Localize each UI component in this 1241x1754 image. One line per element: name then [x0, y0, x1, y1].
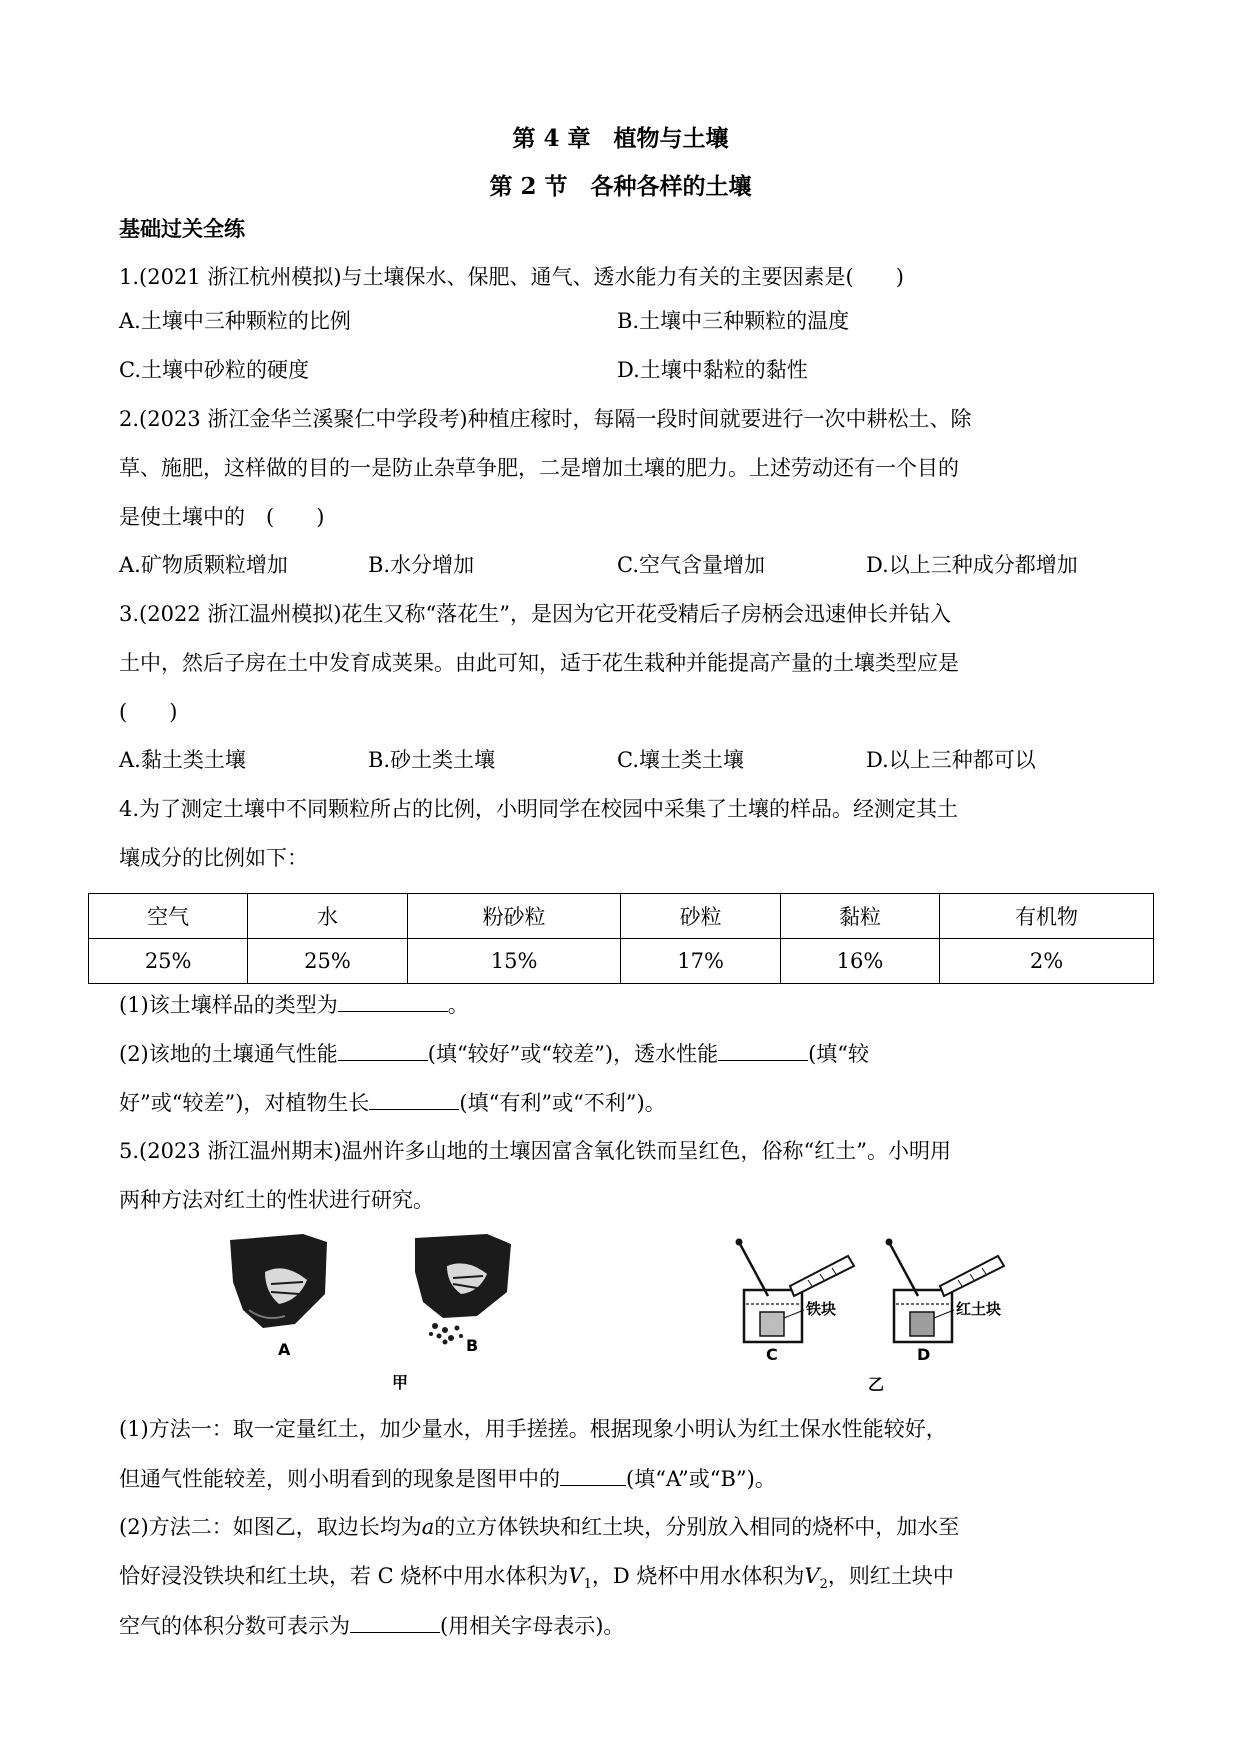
soil-crumbs: [429, 1323, 463, 1345]
figure-label-c: C: [766, 1345, 778, 1364]
q5-sub2-line2: [119, 1561, 954, 1600]
q5-sub2-line1: [119, 1512, 959, 1542]
q5-sub1-line1: (1)方法一：取一定量红土，加少量水，用手搓搓。根据现象小明认为红土保水性能较好，: [119, 1417, 947, 1441]
red-soil-block-label: 红土块: [956, 1300, 1002, 1318]
q2-option-b: B.水分增加: [368, 553, 475, 577]
q3-line1: 3.(2022 浙江温州模拟)花生又称“落花生”，是因为它开花受精后子房柄会迅速伸长并钻入: [119, 602, 952, 626]
q4-sub2-text: (填“较: [808, 1042, 870, 1066]
q3-line2: 土中，然后子房在土中发育成荚果。由此可知，适于花生栽种并能提高产量的土壤类型应是: [119, 651, 959, 675]
soil-composition-table: [88, 893, 1154, 984]
table-cell: 25%: [89, 939, 248, 984]
q5-sub1-text: (填“A”或“B”)。: [626, 1467, 776, 1491]
answer-blank[interactable]: [560, 1463, 626, 1486]
subscript-2: 2: [819, 1577, 828, 1593]
q5-sub2-text: ，则红土块中: [827, 1564, 954, 1588]
q4-sub2-text: (2)该地的土壤通气性能: [119, 1042, 338, 1066]
q2-option-a: A.矿物质颗粒增加: [119, 553, 288, 577]
q5-sub1-text: 但通气性能较差，则小明看到的现象是图甲中的: [119, 1467, 560, 1491]
hands-b-illustration: [415, 1234, 511, 1345]
q5-sub2-text: (用相关字母表示)。: [440, 1614, 625, 1638]
answer-blank[interactable]: [369, 1087, 459, 1110]
table-header-row: [89, 894, 1154, 939]
table-cell: 17%: [621, 939, 780, 984]
table-cell: 有机物: [940, 894, 1154, 939]
figure-label-d: D: [917, 1345, 931, 1364]
beaker-experiment-figure: [730, 1238, 1030, 1353]
q2-line1: 2.(2023 浙江金华兰溪聚仁中学段考)种植庄稼时，每隔一段时间就要进行一次中耕松土、除: [119, 407, 972, 431]
table-cell: 25%: [248, 939, 407, 984]
section-title: 第 2 节 各种各样的土壤: [489, 173, 752, 200]
q4-sub1-end: 。: [447, 993, 469, 1017]
hands-soil-figure: [225, 1232, 665, 1382]
answer-blank[interactable]: [338, 1038, 428, 1061]
q5-sub2-text: 空气的体积分数可表示为: [119, 1614, 350, 1638]
table-row: [89, 939, 1154, 984]
table-cell: 黏粒: [780, 894, 939, 939]
q5-sub2-text: 的立方体铁块和红土块，分别放入相同的烧杯中，加水至: [434, 1515, 960, 1539]
q3-option-a: A.黏土类土壤: [119, 748, 246, 772]
q1-stem: 1.(2021 浙江杭州模拟)与土壤保水、保肥、通气、透水能力有关的主要因素是( ): [119, 265, 904, 289]
q3-option-c: C.壤土类土壤: [617, 748, 744, 772]
variable-v1: V: [568, 1564, 584, 1588]
answer-blank[interactable]: [718, 1038, 808, 1061]
answer-blank[interactable]: [338, 989, 448, 1012]
q3-option-d: D.以上三种都可以: [866, 748, 1036, 772]
q5-sub2-text: ，D 烧杯中用水体积为: [591, 1564, 805, 1588]
practice-title: 基础过关全练: [119, 216, 245, 241]
q2-line2: 草、施肥，这样做的目的一是防止杂草争肥，二是增加土壤的肥力。上述劳动还有一个目的: [119, 456, 959, 480]
q1-option-c: C.土壤中砂粒的硬度: [119, 358, 309, 382]
answer-blank[interactable]: [350, 1610, 440, 1633]
q4-sub1: [119, 989, 469, 1020]
beaker-d-illustration: [886, 1239, 1005, 1343]
q4-sub2-text: 好”或“较差”)，对植物生长: [119, 1091, 370, 1115]
table-cell: 2%: [940, 939, 1154, 984]
q5-sub1-line2: [119, 1463, 776, 1494]
q5-line1: 5.(2023 浙江温州期末)温州许多山地的土壤因富含氧化铁而呈红色，俗称“红土”。小明用: [119, 1139, 952, 1163]
chapter-title: 第 4 章 植物与土壤: [512, 125, 729, 152]
q2-option-c: C.空气含量增加: [617, 553, 765, 577]
figure-caption-yi: 乙: [868, 1375, 885, 1394]
q1-option-a: A.土壤中三种颗粒的比例: [119, 309, 351, 333]
subscript-1: 1: [583, 1577, 592, 1593]
q5-sub2-text: 恰好浸没铁块和红土块，若 C 烧杯中用水体积为: [119, 1564, 569, 1588]
q3-option-b: B.砂土类土壤: [368, 748, 496, 772]
q5-sub2-text: (2)方法二：如图乙，取边长均为: [119, 1515, 422, 1539]
q4-line1: 4.为了测定土壤中不同颗粒所占的比例，小明同学在校园中采集了土壤的样品。经测定其土: [119, 797, 959, 821]
q4-sub2-line2: [119, 1087, 666, 1118]
figure-label-a: A: [278, 1340, 291, 1359]
table-cell: 15%: [407, 939, 621, 984]
q5-sub2-line3: [119, 1610, 624, 1641]
q2-option-d: D.以上三种成分都增加: [866, 553, 1078, 577]
q4-sub2-line1: [119, 1038, 869, 1069]
q2-line3: 是使土壤中的 ( ): [119, 505, 325, 529]
iron-block-label: 铁块: [806, 1300, 837, 1318]
table-cell: 空气: [89, 894, 248, 939]
q4-sub2-text: (填“较好”或“较差”)，透水性能: [427, 1042, 719, 1066]
variable-a: a: [421, 1515, 435, 1539]
q4-sub1-text: (1)该土壤样品的类型为: [119, 993, 338, 1017]
q4-sub2-text: (填“有利”或“不利”)。: [459, 1091, 666, 1115]
q1-option-d: D.土壤中黏粒的黏性: [617, 358, 808, 382]
table-cell: 16%: [780, 939, 939, 984]
beaker-c-illustration: [736, 1239, 855, 1343]
table-cell: 粉砂粒: [407, 894, 621, 939]
q3-line3: ( ): [119, 700, 178, 724]
q1-option-b: B.土壤中三种颗粒的温度: [617, 309, 850, 333]
variable-v2: V: [804, 1564, 820, 1588]
table-cell: 砂粒: [621, 894, 780, 939]
figure-caption-jia: 甲: [392, 1373, 409, 1392]
q4-line2: 壤成分的比例如下：: [119, 846, 308, 870]
figure-label-b: B: [466, 1336, 479, 1355]
table-cell: 水: [248, 894, 407, 939]
hands-a-illustration: [230, 1234, 327, 1328]
q5-line2: 两种方法对红土的性状进行研究。: [119, 1188, 434, 1212]
